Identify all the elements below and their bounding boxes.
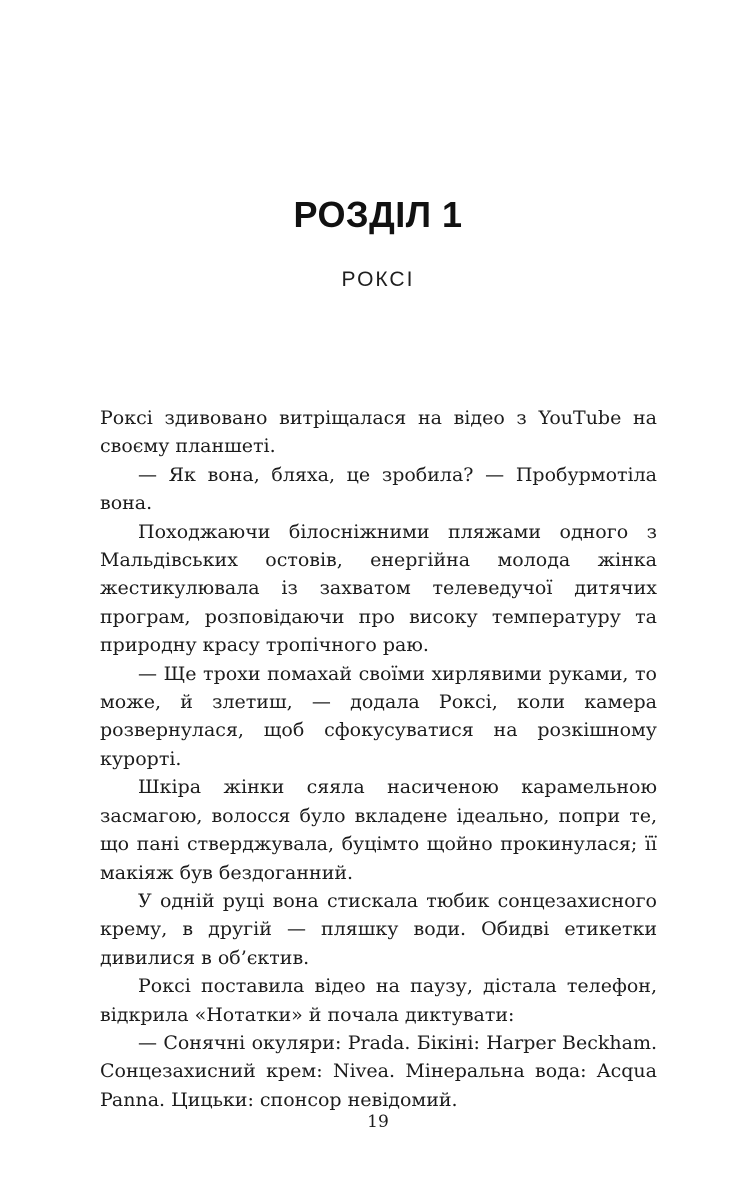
paragraph: — Сонячні окуляри: Prada. Бікіні: Harper Beckham. Сонцезахисний крем: Nivea. Мінеральна вода: Acqua Panna. Цицьки: спонсор невідомий. [100, 1031, 657, 1111]
paragraph: — Ще трохи помахай своїми хирлявими руками, то може, й злетиш, — додала Роксі, коли камера розвернулася, щоб сфокусуватися на розкішному курорті. [100, 662, 657, 770]
paragraph: Походжаючи білосніжними пляжами одного з Мальдівських остовів, енергійна молода жінка жестикулювала із захватом телеведучої дитячих програм, розповідаючи про високу температуру та природну красу тропічного раю. [100, 520, 657, 657]
paragraph: Шкіра жінки сяяла насиченою карамельною засмагою, волосся було вкладене ідеально, попри те, що пані стверджувала, буцімто щойно прокинулася; її макіяж був бездоганний. [100, 776, 657, 884]
chapter-subtitle: РОКСІ [341, 268, 415, 291]
body-text [100, 404, 657, 1114]
paragraph: У одній руці вона стискала тюбик сонцезахисного крему, в другій — пляшку води. Обидві етикетки дивилися в об’єктив. [100, 889, 657, 969]
paragraph: Роксі поставила відео на паузу, дістала телефон, відкрила «Нотатки» й почала диктувати: [100, 975, 657, 1026]
paragraph: Роксі здивовано витріщалася на відео з YouTube на своєму планшеті. [100, 407, 657, 458]
chapter-title: РОЗДІЛ 1 [293, 194, 463, 235]
page-number: 19 [367, 1112, 389, 1132]
paragraph: — Як вона, бляха, це зробила? — Пробурмотіла вона. [100, 463, 657, 515]
